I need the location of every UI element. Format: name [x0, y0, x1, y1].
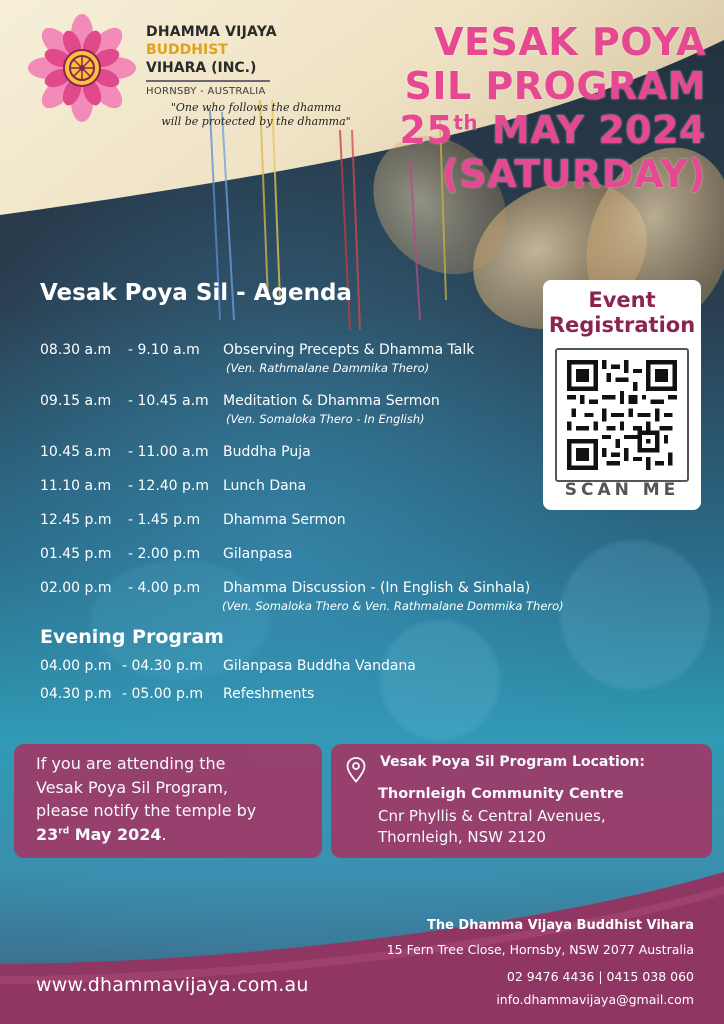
- agenda-start-time: 01.45 p.m: [40, 546, 112, 562]
- agenda-activity: Dhamma Discussion - (In English & Sinhala): [223, 580, 531, 596]
- title-date: [399, 108, 706, 152]
- agenda-end-time: - 4.00 p.m: [128, 580, 201, 596]
- registration-title-line2: Registration: [548, 313, 696, 337]
- agenda-end-time: - 12.40 p.m: [128, 478, 210, 494]
- agenda-activity: Observing Precepts & Dhamma Talk: [223, 342, 475, 358]
- evening-activity: Refeshments: [223, 686, 315, 702]
- lotus-dharma-wheel-logo: [28, 14, 136, 122]
- evening-activity: Gilanpasa Buddha Vandana: [223, 658, 416, 674]
- agenda-heading: Vesak Poya Sil - Agenda: [40, 280, 352, 306]
- title-line1: VESAK POYA: [434, 20, 706, 64]
- agenda-start-time: 12.45 p.m: [40, 512, 112, 528]
- notify-line3: please notify the temple by: [36, 801, 257, 820]
- footer-address: 15 Fern Tree Close, Hornsby, NSW 2077 Australia: [386, 942, 694, 957]
- registration-qr-card[interactable]: [543, 280, 701, 510]
- organization-block: [146, 24, 386, 129]
- agenda-start-time: 10.45 a.m: [40, 444, 112, 460]
- evening-heading: Evening Program: [40, 626, 224, 648]
- evening-end-time: - 05.00 p.m: [122, 686, 204, 702]
- registration-title: [543, 288, 701, 338]
- title-line2: SIL PROGRAM: [404, 64, 706, 108]
- agenda-note: (Ven. Somaloka Thero - In English): [226, 412, 425, 426]
- location-title: Vesak Poya Sil Program Location:: [380, 754, 645, 770]
- deadline-suffix: rd: [58, 826, 70, 837]
- bokeh-light: [560, 540, 710, 690]
- agenda-end-time: - 11.00 a.m: [128, 444, 209, 460]
- qr-code[interactable]: [567, 360, 677, 470]
- agenda-note: (Ven. Rathmalane Dammika Thero): [226, 361, 430, 375]
- agenda-end-time: - 2.00 p.m: [128, 546, 201, 562]
- agenda-start-time: 11.10 a.m: [40, 478, 112, 494]
- footer-website-link[interactable]: www.dhammavijaya.com.au: [36, 974, 309, 996]
- evening-start-time: 04.30 p.m: [40, 686, 112, 702]
- org-location: HORNSBY - AUSTRALIA: [146, 86, 266, 97]
- agenda-end-time: - 10.45 a.m: [128, 393, 209, 409]
- location-address-line2: Thornleigh, NSW 2120: [378, 828, 546, 846]
- deadline-day: 23: [36, 824, 59, 844]
- deadline-end: .: [161, 824, 167, 844]
- agenda-end-time: - 9.10 a.m: [128, 342, 200, 358]
- title-date-rest: MAY 2024: [478, 108, 706, 152]
- agenda-end-time: - 1.45 p.m: [128, 512, 201, 528]
- footer-org-name: The Dhamma Vijaya Buddhist Vihara: [426, 918, 694, 933]
- qr-frame: [555, 348, 689, 482]
- agenda-start-time: 02.00 p.m: [40, 580, 112, 596]
- notify-line1: If you are attending the: [36, 754, 226, 773]
- notify-text: [36, 752, 306, 846]
- evening-end-time: - 04.30 p.m: [122, 658, 204, 674]
- scan-me-label: SCAN ME: [564, 480, 680, 500]
- org-name-line3: VIHARA (INC.): [146, 60, 270, 82]
- agenda-activity: Lunch Dana: [223, 478, 307, 494]
- registration-title-line1: Event: [588, 288, 656, 312]
- org-name-line2: BUDDHIST: [146, 42, 228, 58]
- agenda-activity: Gilanpasa: [223, 546, 293, 562]
- title-date-suffix: th: [453, 110, 479, 135]
- bokeh-light: [380, 620, 500, 740]
- motto-line1: "One who follows the dhamma: [170, 101, 342, 114]
- title-weekday: (SATURDAY): [441, 152, 706, 196]
- notify-box: [14, 744, 322, 858]
- agenda-activity: Dhamma Sermon: [223, 512, 346, 528]
- notify-line2: Vesak Poya Sil Program,: [36, 777, 228, 797]
- title-date-day: 25: [399, 108, 454, 152]
- location-address-line1: Cnr Phyllis & Central Avenues,: [378, 807, 606, 825]
- footer: [0, 872, 724, 1024]
- org-motto: [146, 101, 366, 129]
- agenda-start-time: 09.15 a.m: [40, 393, 112, 409]
- agenda-note: (Ven. Somaloka Thero & Ven. Rathmalane Dommika Thero): [222, 599, 564, 613]
- agenda-start-time: 08.30 a.m: [40, 342, 112, 358]
- location-venue: Thornleigh Community Centre: [378, 786, 624, 802]
- agenda-activity: Meditation & Dhamma Sermon: [223, 393, 440, 409]
- event-title: [399, 20, 706, 196]
- agenda-activity: Buddha Puja: [223, 444, 311, 460]
- map-pin-icon: [345, 756, 367, 784]
- org-name-line1: DHAMMA VIJAYA: [146, 24, 277, 40]
- notify-deadline: [36, 823, 306, 847]
- footer-phone[interactable]: 02 9476 4436 | 0415 038 060: [506, 969, 694, 984]
- deadline-rest: May 2024: [69, 824, 162, 844]
- location-box: [331, 744, 712, 858]
- evening-start-time: 04.00 p.m: [40, 658, 112, 674]
- footer-email[interactable]: info.dhammavijaya@gmail.com: [496, 992, 694, 1007]
- motto-line2: will be protected by the dhamma": [161, 115, 351, 128]
